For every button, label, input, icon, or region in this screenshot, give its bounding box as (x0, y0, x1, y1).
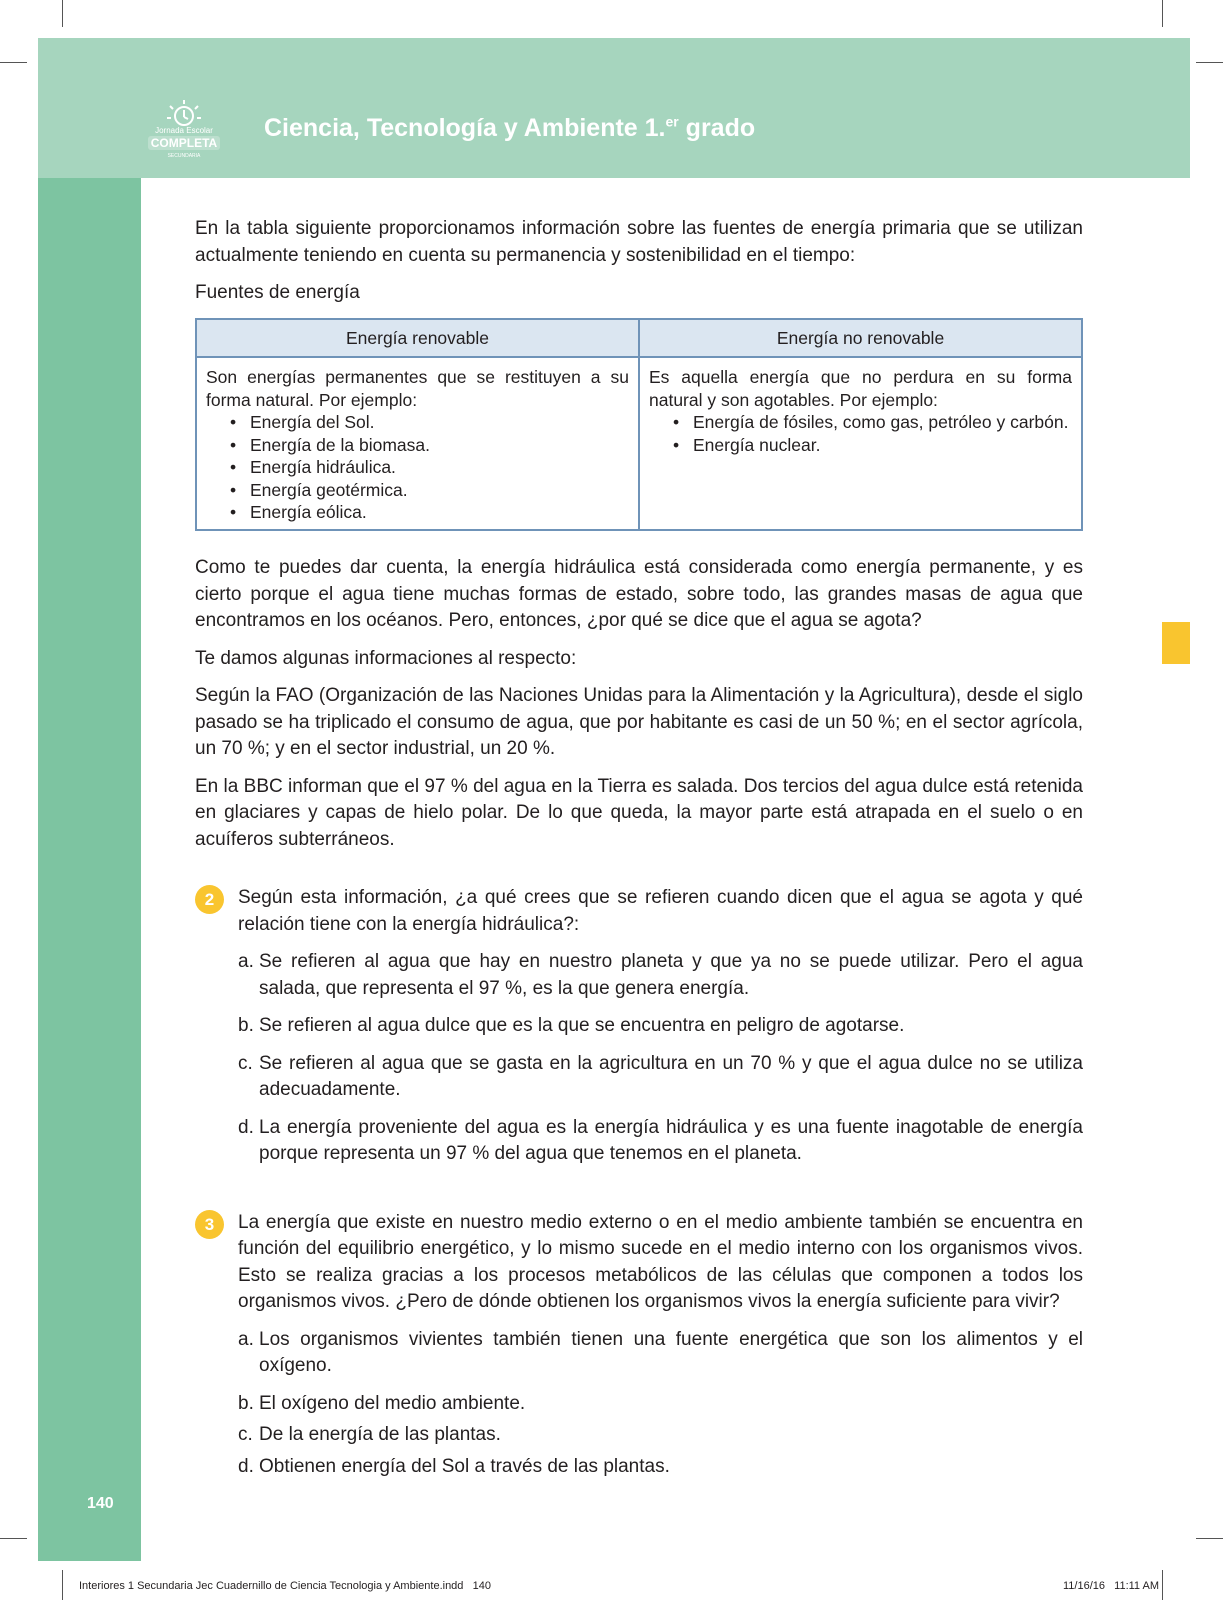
renewable-cell (196, 357, 639, 530)
paragraph: Te damos algunas informaciones al respecto: (195, 647, 577, 669)
logo-line2: COMPLETA (150, 136, 218, 150)
column-header-nonrenewable: Energía no renovable (639, 319, 1082, 358)
crop-mark (0, 62, 27, 63)
table-caption: Fuentes de energía (195, 282, 360, 303)
option-text: Se refieren al agua que se gasta en la agricultura en un 70 % y que el agua dulce no se utiliza adecuadamente. (259, 1052, 1083, 1100)
answer-option-a[interactable] (238, 949, 1083, 1002)
list-item: • Energía geotérmica. (230, 479, 629, 502)
body-text (195, 555, 1083, 853)
intro-paragraph: En la tabla siguiente proporcionamos información sobre las fuentes de energía primaria que se utilizan actualmente teniendo en cuenta su permanencia y sostenibilidad en el tiempo: (195, 218, 1083, 266)
option-letter: c. (238, 1052, 253, 1074)
answer-option-a[interactable] (238, 1327, 1083, 1380)
paragraph: Según la FAO (Organización de las Naciones Unidas para la Alimentación y la Agricultura), desde el siglo pasado se ha triplicado el consumo de agua, que por habitante es casi de un 50 %; en el sector agrícola, un 70 %; y en el sector industrial, un 20 %. (195, 685, 1083, 759)
renewable-list (206, 411, 629, 524)
page-title (264, 114, 755, 143)
renewable-description: Son energías permanentes que se restituyen a su forma natural. Por ejemplo: (206, 367, 629, 410)
option-text: Los organismos vivientes también tienen una fuente energética que son los alimentos y el oxígeno. (259, 1328, 1083, 1376)
energy-sources-table (195, 318, 1083, 532)
nonrenewable-list (649, 411, 1072, 456)
option-text: Obtienen energía del Sol a través de las plantas. (259, 1455, 670, 1477)
question-text: La energía que existe en nuestro medio externo o en el medio ambiente también se encuentra en función del equilibrio energético, y lo mismo sucede en el medio interno con los organismos vivos. Esto se realiza gracias a los procesos metabólicos de las células que componen a todos los organismos vivos. ¿Pero de dónde obtienen los organismos vivos la energía suficiente para vivir? (238, 1211, 1083, 1312)
option-text: El oxígeno del medio ambiente. (259, 1392, 526, 1414)
footer-file-info: Interiores 1 Secundaria Jec Cuadernillo de Ciencia Tecnologia y Ambiente.indd 140 (79, 1580, 491, 1592)
answer-option-c[interactable] (238, 1422, 1083, 1449)
option-text: La energía proveniente del agua es la energía hidráulica y es una fuente inagotable de energía porque representa un 97 % del agua que tenemos en el planeta. (259, 1116, 1083, 1164)
nonrenewable-description: Es aquella energía que no perdura en su forma natural y son agotables. Por ejemplo: (649, 367, 1072, 410)
answer-option-d[interactable] (238, 1454, 1083, 1481)
crop-mark (1196, 1538, 1223, 1539)
list-item: • Energía de fósiles, como gas, petróleo y carbón. (673, 411, 1072, 434)
option-text: Se refieren al agua dulce que es la que se encuentra en peligro de agotarse. (259, 1015, 905, 1036)
question-number-badge: 3 (195, 1210, 224, 1239)
footer-timestamp: 11/16/16 11:11 AM (1062, 1580, 1159, 1592)
column-header-renewable: Energía renovable (196, 319, 639, 358)
side-band (38, 178, 141, 1561)
crop-mark (0, 1538, 27, 1539)
answer-option-b[interactable] (238, 1013, 1083, 1040)
option-letter: b. (238, 1392, 254, 1414)
logo-line1: Jornada Escolar (155, 126, 213, 135)
question-2 (195, 885, 1083, 1168)
option-letter: d. (238, 1116, 254, 1138)
title-main: Ciencia, Tecnología y Ambiente 1. (264, 114, 666, 142)
option-text: De la energía de las plantas. (259, 1424, 501, 1445)
title-end: grado (678, 114, 756, 142)
crop-mark (1162, 1570, 1163, 1600)
nonrenewable-cell (639, 357, 1082, 530)
option-letter: b. (238, 1015, 254, 1036)
list-item: • Energía del Sol. (230, 411, 629, 434)
crop-mark (62, 0, 63, 27)
option-text: Se refieren al agua que hay en nuestro planeta y que ya no se puede utilizar. Pero el agua salada, que representa el 97 %, es la que genera energía. (259, 951, 1083, 999)
logo-line3: SECUNDARIA (167, 153, 201, 159)
list-item: • Energía de la biomasa. (230, 434, 629, 457)
option-letter: a. (238, 1328, 254, 1350)
list-item: • Energía eólica. (230, 501, 629, 524)
title-superscript: er (665, 113, 679, 130)
answer-option-c[interactable] (238, 1051, 1083, 1104)
page-number: 140 (87, 1495, 114, 1512)
question-text: Según esta información, ¿a qué crees que se refieren cuando dicen que el agua se agota y qué relación tiene con la energía hidráulica?: (238, 887, 1083, 935)
crop-mark (1196, 62, 1223, 63)
list-item: • Energía nuclear. (673, 434, 1072, 457)
jornada-escolar-logo (143, 98, 225, 160)
crop-mark (1162, 0, 1163, 27)
option-letter: c. (238, 1424, 253, 1445)
option-letter: d. (238, 1455, 254, 1477)
crop-mark (62, 1570, 63, 1600)
paragraph: En la BBC informan que el 97 % del agua en la Tierra es salada. Dos tercios del agua dulce está retenida en glaciares y capas de hielo polar. De lo que queda, la mayor parte está atrapada en el suelo o en acuíferos subterráneos. (195, 775, 1083, 850)
option-letter: a. (238, 951, 254, 972)
question-number-badge: 2 (195, 885, 224, 914)
question-3 (195, 1210, 1083, 1481)
list-item: • Energía hidráulica. (230, 456, 629, 479)
page-content (195, 216, 1083, 1491)
paragraph: Como te puedes dar cuenta, la energía hidráulica está considerada como energía permanente, y es cierto porque el agua tiene muchas formas de estado, sobre todo, las grandes masas de agua que encontramos en los océanos. Pero, entonces, ¿por qué se dice que el agua se agota? (195, 557, 1083, 631)
section-tab-marker (1162, 622, 1190, 664)
answer-option-b[interactable] (238, 1391, 1083, 1418)
answer-option-d[interactable] (238, 1115, 1083, 1168)
